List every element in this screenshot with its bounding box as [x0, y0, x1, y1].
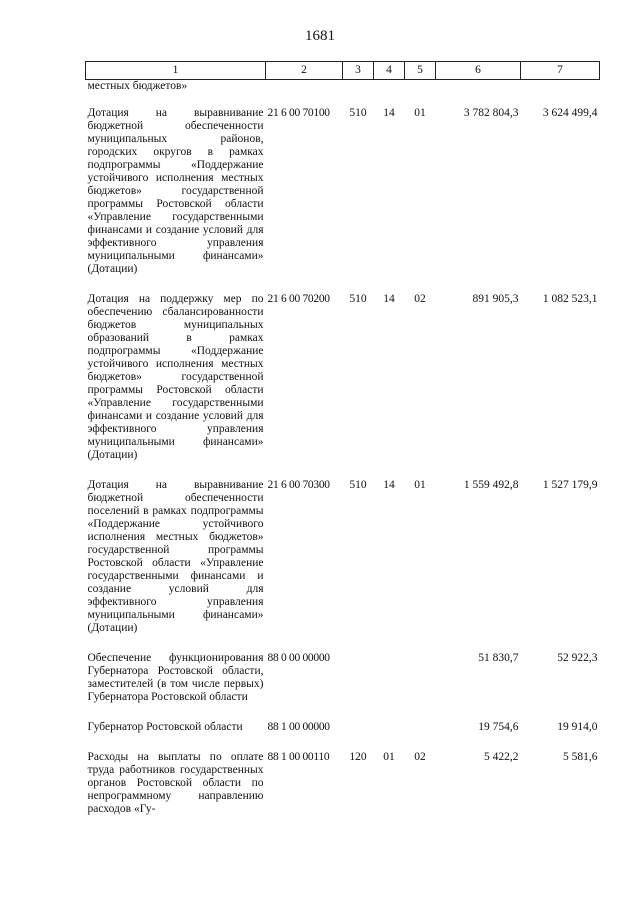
header-col-3: 3: [343, 62, 374, 80]
row-name: Губернатор Ростовской области: [87, 721, 243, 733]
row-col-7: 1 082 523,1: [542, 293, 598, 305]
header-col-7: 7: [521, 62, 600, 80]
row-col-5: 01: [414, 479, 426, 491]
row-code: 88 1 00 00000: [267, 721, 330, 733]
row-col-3: 510: [349, 107, 367, 119]
row-col-6: 19 754,6: [478, 721, 519, 733]
row-name: Дотация на поддержку мер по обеспечению сбалансированности бюджетов муниципальных образований в рамках подпрограммы «Поддержание устойчивого исполнения местных бюджетов» государственной программы Ростовской области «Управление государственными финансами и создание условий для эффективного управления муниципальными финансами» (Дотации): [87, 293, 264, 461]
row-col-4: 14: [383, 107, 395, 119]
table-row: [86, 742, 600, 824]
row-col-4: 14: [383, 479, 395, 491]
row-col-4: 14: [383, 293, 395, 305]
row-col-4: [374, 80, 405, 99]
row-name: Дотация на выравнивание бюджетной обеспеченности муниципальных районов, городских округов в рамках подпрограммы «Поддержание устойчивого исполнения местных бюджетов» государственной программы Ростовской области «Управление государственными финансами и создание условий для эффективного управления муниципальными финансами» (Дотации): [87, 107, 264, 275]
table-row: [86, 98, 600, 284]
row-col-5: [405, 80, 436, 99]
row-col-5: [405, 712, 436, 742]
header-col-2: 2: [266, 62, 343, 80]
row-code: 21 6 00 70100: [267, 107, 330, 119]
row-name: Расходы на выплаты по оплате труда работников государственных органов Ростовской области по непрограммному направлению расходов «Гу-: [87, 751, 264, 815]
row-col-7: 1 527 179,9: [542, 479, 598, 491]
row-col-5: 02: [414, 293, 426, 305]
header-col-5: 5: [405, 62, 436, 80]
row-code: [266, 80, 343, 99]
row-col-5: 02: [414, 751, 426, 763]
page-number: 1681: [305, 28, 335, 44]
header-col-6: 6: [436, 62, 521, 80]
header-col-4: 4: [374, 62, 405, 80]
row-col-3: [343, 643, 374, 712]
table-row: [86, 643, 600, 712]
table-row: [86, 712, 600, 742]
row-col-6: 1 559 492,8: [463, 479, 519, 491]
row-col-3: [343, 712, 374, 742]
row-col-6: 51 830,7: [478, 652, 519, 664]
row-col-7: 5 581,6: [563, 751, 598, 763]
row-code: 21 6 00 70200: [267, 293, 330, 305]
row-col-7: 52 922,3: [557, 652, 598, 664]
row-col-4: [374, 643, 405, 712]
row-col-3: [343, 80, 374, 99]
row-col-7: 3 624 499,4: [542, 107, 598, 119]
row-col-3: 510: [349, 293, 367, 305]
table-row: [86, 470, 600, 643]
row-col-7: 19 914,0: [557, 721, 598, 733]
row-code: 88 0 00 00000: [267, 652, 330, 664]
row-col-5: [405, 643, 436, 712]
table-row: [86, 80, 600, 99]
row-col-4: 01: [383, 751, 395, 763]
row-col-5: 01: [414, 107, 426, 119]
budget-table: [85, 61, 600, 824]
row-name: местных бюджетов»: [87, 80, 188, 92]
row-col-3: 510: [349, 479, 367, 491]
row-col-4: [374, 712, 405, 742]
table-row: [86, 284, 600, 470]
table-header-row: [86, 62, 600, 80]
row-name: Дотация на выравнивание бюджетной обеспеченности поселений в рамках подпрограммы «Поддержание устойчивого исполнения местных бюджетов» государственной программы Ростовской области «Управление государственными финансами и создание условий для эффективного управления муниципальными финансами» (Дотации): [87, 479, 264, 634]
row-col-3: 120: [349, 751, 367, 763]
row-name: Обеспечение функционирования Губернатора Ростовской области, заместителей (в том числе первых) Губернатора Ростовской области: [87, 652, 264, 703]
row-col-6: 3 782 804,3: [463, 107, 519, 119]
row-col-6: 891 905,3: [472, 293, 519, 305]
header-col-1: 1: [86, 62, 266, 80]
row-col-6: 5 422,2: [484, 751, 519, 763]
row-col-7: [521, 80, 600, 99]
row-code: 88 1 00 00110: [267, 751, 330, 763]
row-col-6: [436, 80, 521, 99]
row-code: 21 6 00 70300: [267, 479, 330, 491]
